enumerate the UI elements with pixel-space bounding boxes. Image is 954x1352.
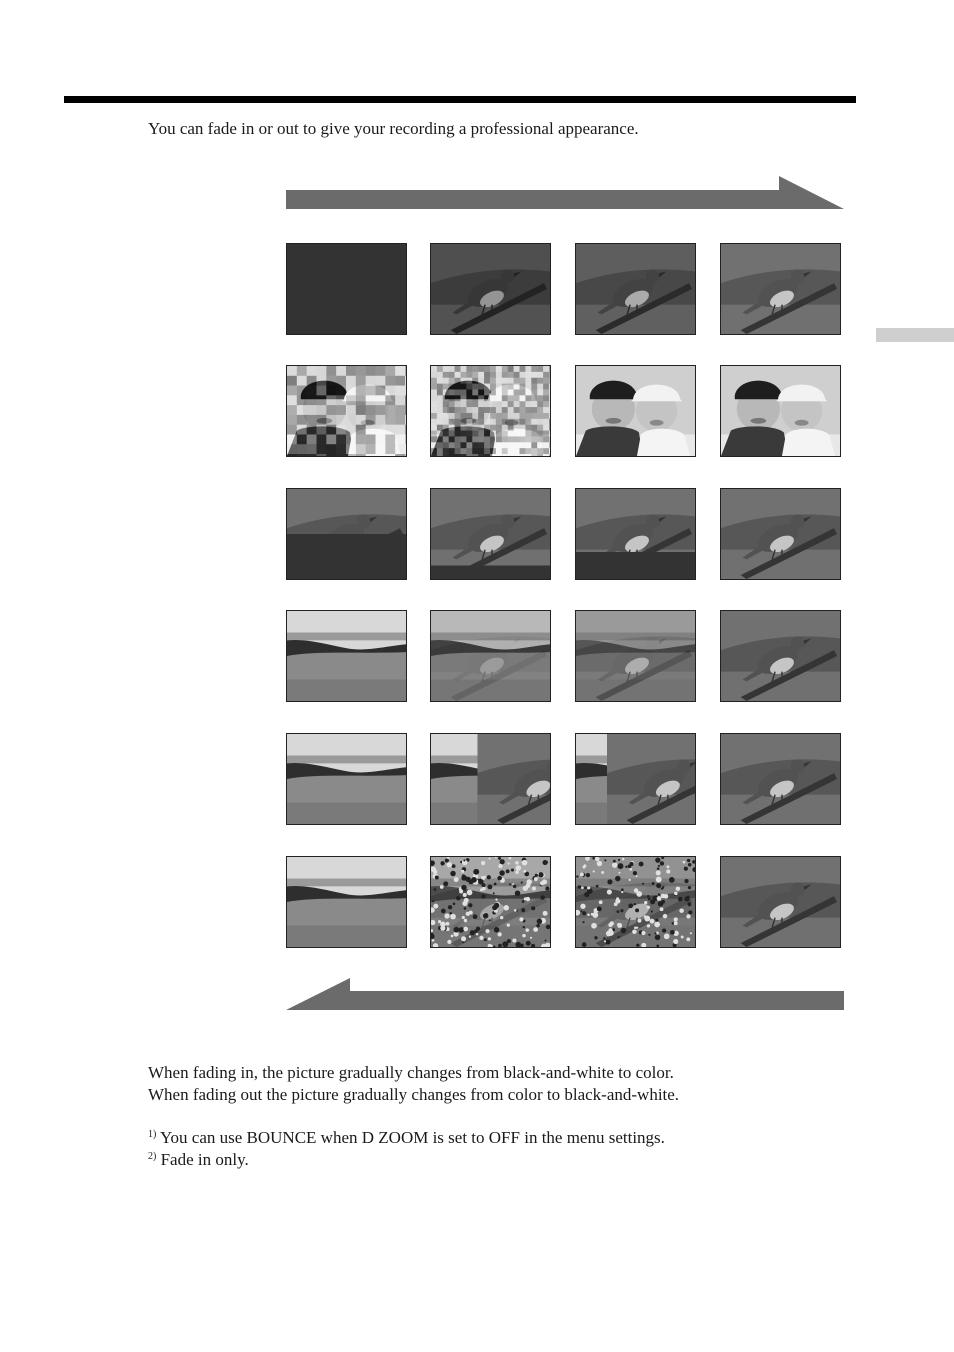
mosaic-frame bbox=[576, 366, 695, 456]
footnote-1-mark: 1) bbox=[148, 1129, 157, 1140]
effect-thumbnail bbox=[430, 243, 551, 335]
overlap-frame bbox=[721, 611, 840, 701]
wipe-up-frame bbox=[287, 489, 406, 579]
mosaic-frame bbox=[431, 366, 550, 456]
effect-thumbnail bbox=[575, 243, 696, 335]
effect-thumbnail bbox=[720, 488, 841, 580]
fade-to-black-frame bbox=[431, 244, 550, 334]
fade-to-black-frame bbox=[287, 244, 406, 334]
wipe-center-frame bbox=[576, 734, 695, 824]
effect-thumbnail bbox=[720, 243, 841, 335]
overlap-frame bbox=[576, 611, 695, 701]
footnote-1 bbox=[148, 1127, 679, 1149]
effect-thumbnail bbox=[720, 610, 841, 702]
effect-thumbnail bbox=[430, 365, 551, 457]
fade-to-black-frame bbox=[721, 244, 840, 334]
effect-thumbnail bbox=[430, 733, 551, 825]
fade-out-arrow bbox=[286, 978, 844, 1011]
fade-in-arrow-shape bbox=[286, 176, 844, 209]
wipe-up-frame bbox=[721, 489, 840, 579]
effect-thumbnail bbox=[720, 365, 841, 457]
side-tab bbox=[876, 328, 954, 342]
effect-thumbnail bbox=[575, 733, 696, 825]
fade-to-black-frame bbox=[576, 244, 695, 334]
effect-thumbnail bbox=[286, 243, 407, 335]
overlap-frame bbox=[431, 611, 550, 701]
wipe-up-frame bbox=[431, 489, 550, 579]
note-line-2: When fading out the picture gradually changes from color to black-and-white. bbox=[148, 1085, 680, 1104]
effect-thumbnail bbox=[286, 365, 407, 457]
effect-thumbnail bbox=[720, 856, 841, 948]
effect-thumbnail bbox=[286, 856, 407, 948]
wipe-center-frame bbox=[721, 734, 840, 824]
effect-thumbnail bbox=[430, 488, 551, 580]
effect-thumbnail bbox=[575, 856, 696, 948]
fade-out-arrow-shape bbox=[286, 978, 844, 1010]
notes bbox=[148, 1062, 679, 1171]
footnote-2 bbox=[148, 1149, 679, 1171]
overlap-frame bbox=[287, 611, 406, 701]
intro-text: You can fade in or out to give your recording a professional appearance. bbox=[148, 119, 639, 138]
mosaic-frame bbox=[287, 366, 406, 456]
dot-frame bbox=[287, 857, 406, 947]
effect-thumbnail bbox=[575, 365, 696, 457]
effect-thumbnail bbox=[286, 733, 407, 825]
effect-thumbnail bbox=[430, 610, 551, 702]
mosaic-frame bbox=[721, 366, 840, 456]
effect-thumbnail bbox=[286, 488, 407, 580]
effect-thumbnail bbox=[286, 610, 407, 702]
wipe-center-frame bbox=[431, 734, 550, 824]
dot-frame bbox=[721, 857, 840, 947]
effect-thumbnail bbox=[575, 610, 696, 702]
footnote-2-text: Fade in only. bbox=[156, 1150, 249, 1169]
wipe-up-frame bbox=[576, 489, 695, 579]
footnote-2-mark: 2) bbox=[148, 1151, 157, 1162]
note-line-1: When fading in, the picture gradually changes from black-and-white to color. bbox=[148, 1063, 674, 1082]
effect-thumbnail bbox=[575, 488, 696, 580]
footnote-1-text: You can use BOUNCE when D ZOOM is set to OFF in the menu settings. bbox=[156, 1128, 665, 1147]
dot-frame bbox=[431, 857, 550, 947]
wipe-center-frame bbox=[287, 734, 406, 824]
dot-frame bbox=[576, 857, 695, 947]
fade-in-arrow bbox=[286, 176, 844, 210]
effect-thumbnail bbox=[720, 733, 841, 825]
top-rule bbox=[64, 96, 856, 103]
effect-thumbnail bbox=[430, 856, 551, 948]
